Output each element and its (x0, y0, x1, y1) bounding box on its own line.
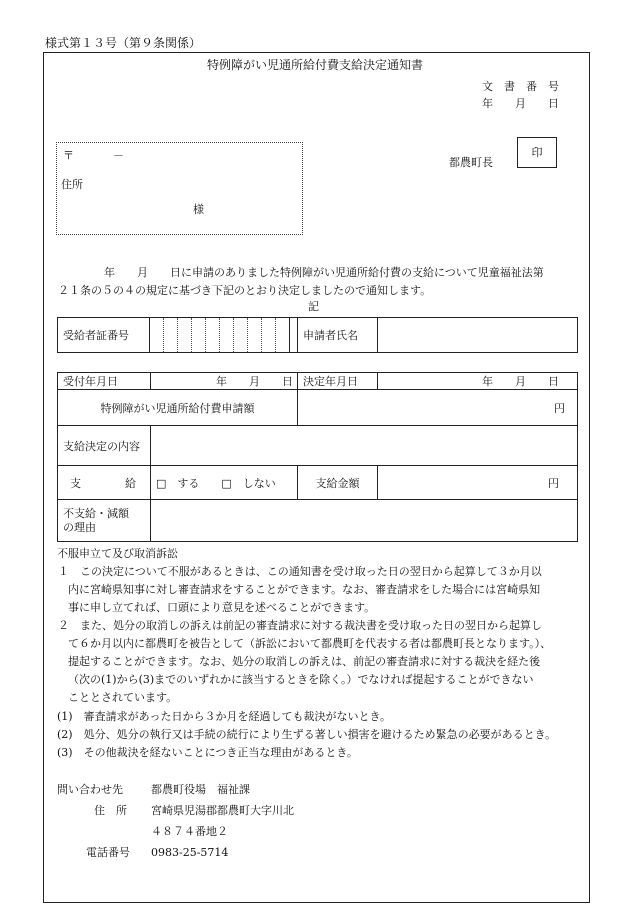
receipt-date-label: 受付年月日 (58, 373, 151, 390)
contact-label: 問い合わせ先 (57, 783, 123, 796)
appeal-p1-line-3: 事に申し立てれば、口頭により意見を述べることができます。 (68, 601, 376, 614)
appeal-p1-line-1: １ この決定について不服があるときは、この通知書を受け取った日の翌日から起算して３か月以 (58, 565, 542, 578)
decision-date-label: 決定年月日 (298, 373, 378, 390)
recipient-id-digits (150, 318, 290, 353)
reason-label (58, 500, 151, 542)
contact-office: 都農町役場 福祉課 (151, 783, 250, 796)
issuer-title: 都農町長 (449, 156, 493, 169)
form-number: 様式第１３号（第９条関係） (45, 36, 202, 50)
postal-mark: 〒 (63, 149, 74, 162)
intro-line-2: ２１条の５の４の規定に基づき下記のとおり決定しましたので通知します。 (58, 284, 432, 297)
table-gap-cell (290, 318, 298, 353)
issue-date: 年 月 日 (482, 97, 559, 110)
receipt-date-value: 年 月 日 (151, 373, 298, 390)
document-number-label: 文 書 番 号 (482, 80, 559, 93)
reason-label-line-1: 不支給・減額 (63, 506, 129, 520)
postal-dash: － (113, 149, 124, 162)
seal-box (517, 137, 557, 168)
contact-phone: 0983-25-5714 (151, 846, 229, 859)
appeal-item-2: (2) 処分、処分の執行又は手続の続行により生ずる著しい損害を避けるため緊急の必要があるとき。 (57, 728, 557, 741)
recipient-table (57, 317, 578, 353)
recipient-id-label: 受給者証番号 (58, 318, 150, 353)
contact-address-line-1: 宮崎県児湯郡都農町大字川北 (151, 804, 294, 817)
applicant-name-label: 申請者氏名 (298, 318, 378, 353)
appeal-item-3: (3) その他裁決を経ないことにつき正当な理由があるとき。 (57, 746, 358, 759)
document-title: 特例障がい児通所給付費支給決定通知書 (206, 58, 423, 72)
payment-amount-label: 支給金額 (298, 466, 378, 500)
appeal-p2-line-4: （次の(1)から(3)までのいずれかに該当するときを除く。）でなければ提起することができない (68, 673, 534, 686)
payment-amount-yen: 円 (378, 466, 578, 500)
contact-address-label: 住 所 (94, 804, 127, 817)
appeal-p2-line-5: こととされています。 (68, 691, 178, 704)
appeal-p2-line-3: 提起することができます。なお、処分の取消しの訴えは、前記の審査請求に対する裁決を経た後 (68, 655, 541, 668)
appeal-heading: 不服申立て及び取消訴訟 (57, 547, 178, 560)
reason-value (151, 500, 578, 542)
reason-label-line-2: の理由 (63, 520, 96, 534)
intro-line-1: 年 月 日に申請のありました特例障がい児通所給付費の支給について児童福祉法第 (104, 266, 544, 279)
amount-applied-yen: 円 (298, 390, 578, 426)
honorific: 様 (193, 203, 204, 216)
amount-applied-label: 特例障がい児通所給付費申請額 (58, 390, 298, 426)
decision-content-label: 支給決定の内容 (58, 426, 151, 466)
appeal-p1-line-2: 内に宮崎県知事に対し審査請求をすることができます。なお、審査請求をした場合には宮崎県知 (68, 583, 541, 596)
recipient-address-box (56, 142, 303, 235)
payment-options: □ する □ しない (151, 466, 298, 500)
applicant-name-value (378, 318, 578, 353)
seal-mark: 印 (531, 146, 543, 159)
decision-content-value (151, 426, 578, 466)
decision-table (57, 372, 578, 542)
ki-mark: 記 (308, 300, 319, 313)
appeal-item-1: (1) 審査請求があった日から３か月を経過しても裁決がないとき。 (57, 710, 392, 723)
decision-date-value: 年 月 日 (378, 373, 578, 390)
contact-phone-label: 電話番号 (86, 846, 130, 859)
contact-address-line-2: ４８７４番地２ (151, 825, 228, 838)
payment-label: 支 給 (58, 466, 151, 500)
address-label: 住所 (61, 178, 83, 191)
appeal-p2-line-2: て６か月以内に都農町を被告として（訴訟において都農町を代表する者は都農町長となります。）、 (68, 637, 552, 650)
appeal-p2-line-1: ２ また、処分の取消しの訴えは前記の審査請求に対する裁決書を受け取った日の翌日から起算し (58, 619, 542, 632)
